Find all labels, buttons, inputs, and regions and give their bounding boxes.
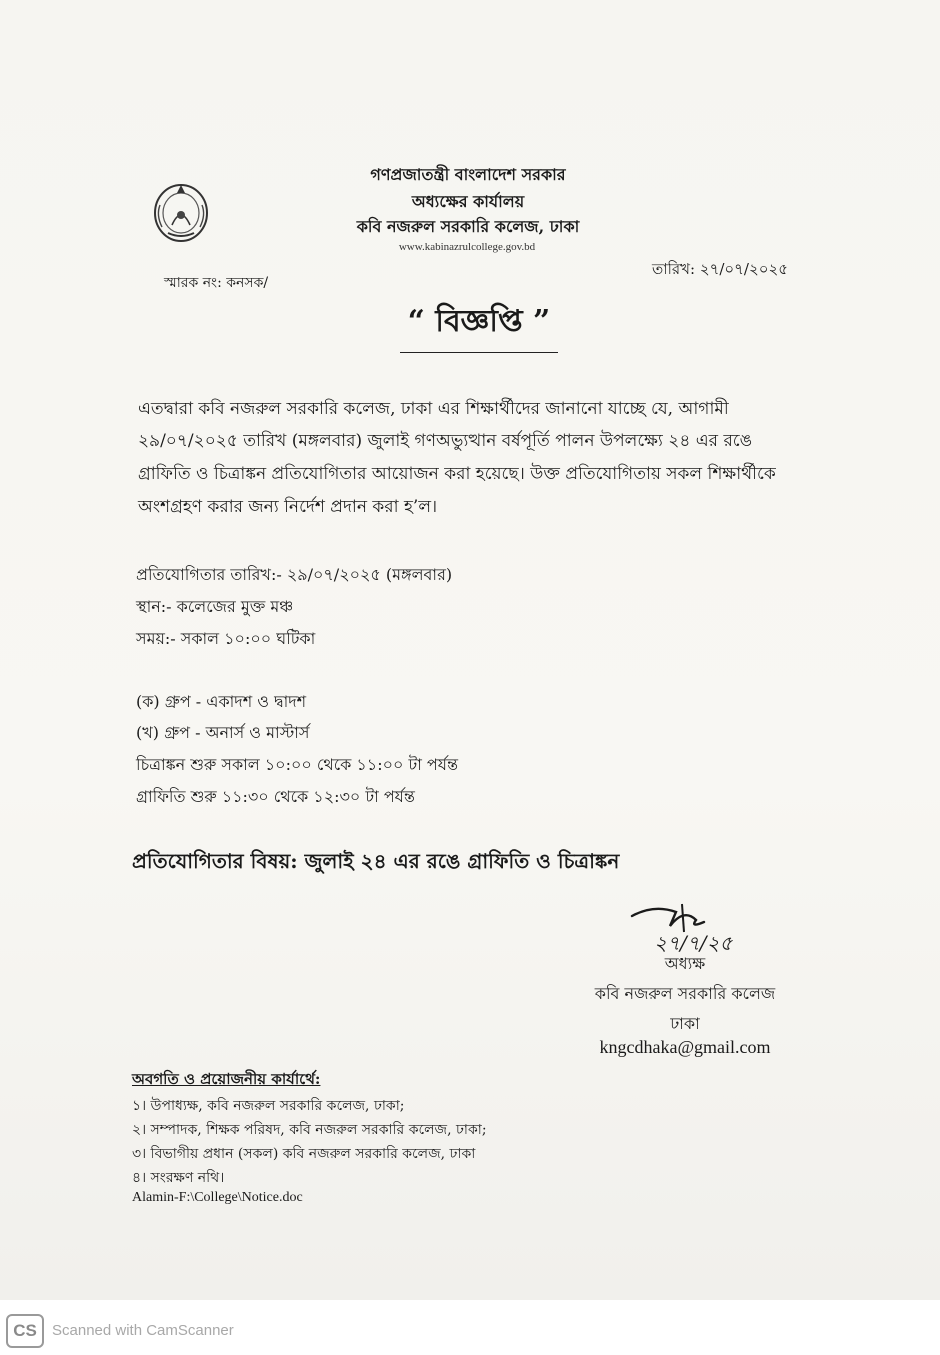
notice-date: তারিখ: ২৭/০৭/২০২৫ bbox=[652, 260, 788, 278]
cc-item: ৪। সংরক্ষণ নথি। bbox=[132, 1170, 225, 1186]
competition-date: প্রতিযোগিতার তারিখ:- ২৯/০৭/২০২৫ (মঙ্গলবার) bbox=[136, 565, 453, 584]
signer-email: kngcdhaka@gmail.com bbox=[599, 1037, 771, 1057]
body-line: গ্রাফিতি ও চিত্রাঙ্কন প্রতিযোগিতার আয়োজন করা হয়েছে। উক্ত প্রতিযোগিতায় সকল শিক্ষার্থীকে bbox=[138, 464, 776, 484]
cc-item: ২। সম্পাদক, শিক্ষক পরিষদ, কবি নজরুল সরকারি কলেজ, ঢাকা; bbox=[132, 1122, 487, 1138]
group-item: (ক) গ্রুপ - একাদশ ও দ্বাদশ bbox=[136, 692, 307, 711]
cc-heading: অবগতি ও প্রয়োজনীয় কার্যার্থে: bbox=[132, 1070, 321, 1088]
competition-venue: স্থান:- কলেজের মুক্ত মঞ্চ bbox=[136, 597, 294, 616]
body-line: অংশগ্রহণ করার জন্য নির্দেশ প্রদান করা হ’ল। bbox=[138, 497, 438, 517]
cc-item: ৩। বিভাগীয় প্রধান (সকল) কবি নজরুল সরকারি কলেজ, ঢাকা bbox=[132, 1146, 476, 1162]
schedule-item: গ্রাফিতি শুরু ১১:৩০ থেকে ১২:৩০ টা পর্যন্ত bbox=[136, 787, 415, 806]
group-item: (খ) গ্রুপ - অনার্স ও মাস্টার্স bbox=[136, 723, 310, 742]
competition-subject: প্রতিযোগিতার বিষয়: জুলাই ২৪ এর রঙে গ্রাফিতি ও চিত্রাঙ্কন bbox=[132, 849, 620, 873]
signer-city: ঢাকা bbox=[670, 1014, 700, 1033]
competition-time: সময়:- সকাল ১০:০০ ঘটিকা bbox=[136, 629, 316, 648]
government-seal-icon bbox=[148, 175, 214, 247]
memo-number: স্মারক নং: কনসক/ bbox=[164, 275, 269, 291]
body-line: ২৯/০৭/২০২৫ তারিখ (মঙ্গলবার) জুলাই গণঅভ্যুত্থান বর্ষপূর্তি পালন উপলক্ষ্যে ২৪ এর রঙে bbox=[138, 431, 753, 451]
letterhead-government: গণপ্রজাতন্ত্রী বাংলাদেশ সরকার bbox=[370, 165, 566, 184]
camscanner-logo-icon: CS bbox=[6, 1314, 44, 1348]
camscanner-watermark: Scanned with CamScanner bbox=[52, 1322, 234, 1339]
file-path: Alamin-F:\College\Notice.doc bbox=[132, 1190, 303, 1205]
letterhead-website: www.kabinazrulcollege.gov.bd bbox=[398, 241, 536, 253]
cc-item: ১। উপাধ্যক্ষ, কবি নজরুল সরকারি কলেজ, ঢাকা; bbox=[132, 1098, 405, 1114]
signer-college: কবি নজরুল সরকারি কলেজ bbox=[594, 984, 776, 1003]
letterhead-office: অধ্যক্ষের কার্যালয় bbox=[411, 192, 525, 211]
notice-title: “ বিজ্ঞপ্তি ” bbox=[400, 297, 558, 353]
body-line: এতদ্বারা কবি নজরুল সরকারি কলেজ, ঢাকা এর শিক্ষার্থীদের জানানো যাচ্ছে যে, আগামী bbox=[138, 399, 729, 419]
schedule-item: চিত্রাঙ্কন শুরু সকাল ১০:০০ থেকে ১১:০০ টা পর্যন্ত bbox=[136, 755, 459, 774]
signer-designation: অধ্যক্ষ bbox=[664, 954, 706, 973]
signature-date: ২৭/৭/২৫ bbox=[654, 931, 733, 955]
letterhead-college: কবি নজরুল সরকারি কলেজ, ঢাকা bbox=[356, 217, 580, 236]
